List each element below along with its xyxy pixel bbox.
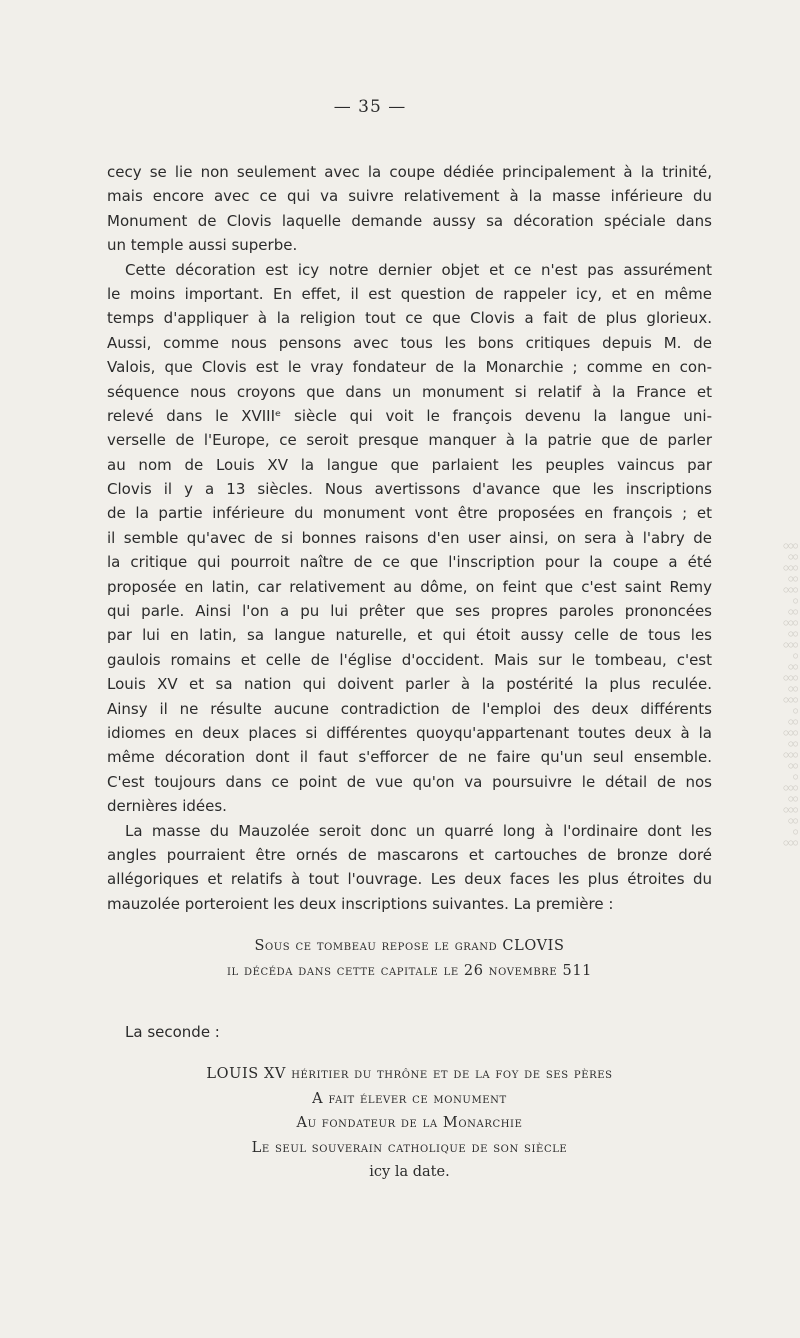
- text-line: mauzolée porteroient les deux inscriptions suivantes. La première :: [107, 894, 614, 913]
- text-line: un temple aussi superbe.: [107, 236, 298, 255]
- page-number: — 35 —: [333, 97, 407, 117]
- inscription-second: [107, 1062, 712, 1185]
- text-line: temps d'appliquer à la religion tout ce que Clovis a fait de plus glorieux.: [107, 309, 712, 328]
- paragraph-3: [107, 819, 712, 917]
- text-line: qui parle. Ainsi l'on a pu lui prêter que ses propres paroles prononcées: [107, 602, 712, 621]
- text-line: idiomes en deux places si différentes quoyqu'appartenant toutes deux à la: [107, 723, 712, 742]
- text-line: relevé dans le XVIIIᵉ siècle qui voit le françois devenu la langue uni-: [107, 406, 712, 425]
- paragraph-1: [107, 160, 712, 258]
- inscription-line: Sous ce tombeau repose le grand CLOVIS: [254, 938, 565, 954]
- margin-offset-marks: ○○○ ○○ ○○○ ○○ ○○○ ○ ○○ ○○○ ○○ ○○○ ○ ○○ ○○○ ○○ ○○○ ○ ○○ ○○○ ○○ ○○○ ○○ ○ ○○○ ○○ ○○○ ○○ ○ ○○○: [783, 541, 798, 847]
- intro-second-inscription: La seconde :: [125, 1023, 220, 1041]
- text-line: de la partie inférieure du monument vont être proposées en françois ; et: [107, 504, 712, 523]
- inscription-line: icy la date.: [369, 1164, 450, 1180]
- inscription-line: LOUIS XV héritier du thrône et de la foy de ses pères: [206, 1066, 613, 1082]
- text-line: angles pourraient être ornés de mascarons et cartouches de bronze doré: [107, 845, 712, 864]
- text-line: la critique qui pourroit naître de ce que l'inscription pour la coupe a été: [107, 553, 712, 572]
- text-line: proposée en latin, car relativement au dôme, on feint que c'est saint Remy: [107, 577, 712, 596]
- text-line: séquence nous croyons que dans un monument si relatif à la France et: [107, 382, 712, 401]
- text-line: même décoration dont il faut s'efforcer de ne faire qu'un seul ensemble.: [107, 748, 712, 767]
- paragraph-2: [107, 258, 712, 819]
- text-line: Clovis il y a 13 siècles. Nous avertissons d'avance que les inscriptions: [107, 480, 712, 499]
- text-line: Ainsy il ne résulte aucune contradiction de l'emploi des deux différents: [107, 699, 712, 718]
- inscription-line: il décéda dans cette capitale le 26 novembre 511: [226, 962, 592, 979]
- text-line: Cette décoration est icy notre dernier objet et ce n'est pas assurément: [125, 260, 712, 279]
- text-line: le moins important. En effet, il est question de rappeler icy, et en même: [107, 284, 712, 303]
- text-line: Valois, que Clovis est le vray fondateur de la Monarchie ; comme en con-: [107, 358, 712, 377]
- text-line: Monument de Clovis laquelle demande aussy sa décoration spéciale dans: [107, 211, 712, 230]
- text-line: par lui en latin, sa langue naturelle, et qui étoit aussy celle de tous les: [107, 626, 712, 645]
- text-line: il semble qu'avec de si bonnes raisons d'en user ainsi, on sera à l'abry de: [107, 528, 712, 547]
- body-text: [107, 160, 712, 916]
- text-line: dernières idées.: [107, 797, 227, 816]
- text-line: gaulois romains et celle de l'église d'occident. Mais sur le tombeau, c'est: [107, 650, 712, 669]
- text-line: mais encore avec ce qui va suivre relativement à la masse inférieure du: [107, 187, 712, 206]
- text-line: au nom de Louis XV la langue que parlaient les peuples vaincus par: [107, 455, 712, 474]
- text-line: allégoriques et relatifs à tout l'ouvrage. Les deux faces les plus étroites du: [107, 870, 712, 889]
- text-line: La masse du Mauzolée seroit donc un quarré long à l'ordinaire dont les: [125, 821, 712, 840]
- inscription-line: Au fondateur de la Monarchie: [296, 1115, 523, 1131]
- inscription-line: A fait élever ce monument: [312, 1090, 507, 1107]
- inscription-line: Le seul souverain catholique de son siècle: [251, 1139, 568, 1156]
- text-line: cecy se lie non seulement avec la coupe dédiée principalement à la trinité,: [107, 163, 712, 181]
- text-line: C'est toujours dans ce point de vue qu'on va poursuivre le détail de nos: [107, 772, 712, 791]
- inscription-first: [107, 934, 712, 983]
- text-line: Aussi, comme nous pensons avec tous les bons critiques depuis M. de: [107, 333, 712, 352]
- text-line: verselle de l'Europe, ce seroit presque manquer à la patrie que de parler: [107, 431, 712, 450]
- text-line: Louis XV et sa nation qui doivent parler à la postérité la plus reculée.: [107, 675, 712, 694]
